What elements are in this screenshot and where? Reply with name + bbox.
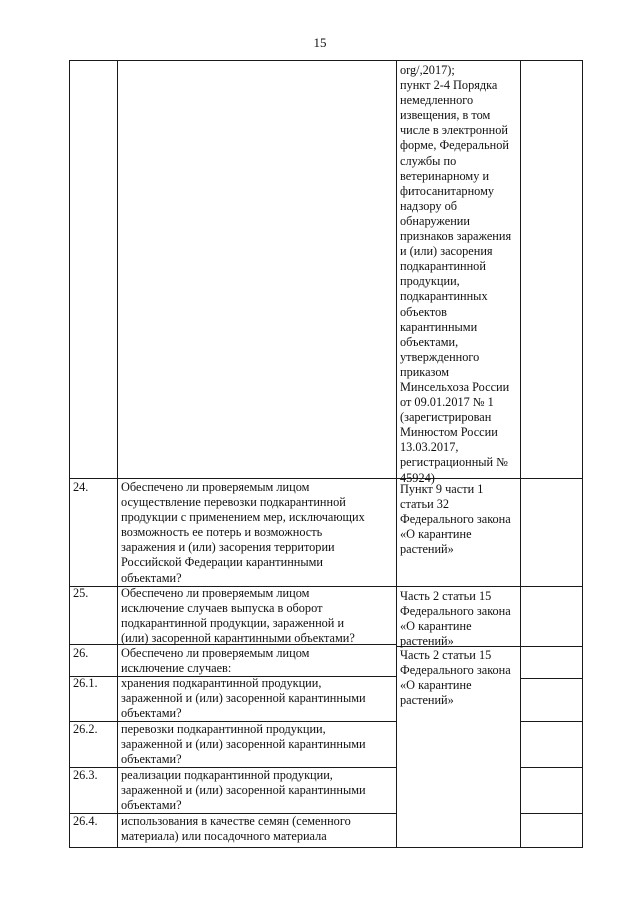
- reference-cell: Часть 2 статьи 15 Федерального закона «О карантине растений»: [400, 648, 511, 708]
- table-border-right: [582, 60, 583, 848]
- row-divider: [520, 813, 583, 814]
- column-divider: [396, 60, 397, 848]
- question-cell: хранения подкарантинной продукции, зараженной и (или) засоренной карантинными объектами?: [121, 676, 366, 721]
- question-cell: использования в качестве семян (семенного материала) или посадочного материала: [121, 814, 351, 844]
- row-number: 25.: [73, 586, 89, 600]
- table-border-bottom: [69, 847, 583, 848]
- page-number: 15: [313, 35, 327, 50]
- question-cell: перевозки подкарантинной продукции, зараженной и (или) засоренной карантинными объектами?: [121, 722, 366, 767]
- row-divider: [520, 721, 583, 722]
- table-border-top: [69, 60, 583, 61]
- row-number: 26.3.: [73, 768, 98, 782]
- column-divider: [520, 60, 521, 848]
- row-divider: [520, 678, 583, 679]
- question-cell: Обеспечено ли проверяемым лицом исключение случаев выпуска в оборот подкарантинной продукции, зараженной и (или) засоренной карантинными объектами?: [121, 586, 355, 646]
- reference-cell: org/,2017); пункт 2-4 Порядка немедленного извещения, в том числе в электронной форме, Федеральной службы по ветеринарному и фитосанитарному надзору об обнаружении признаков заражения и (или) засорения подкарантинной продукции, подкарантинных объектов карантинными объектами, утвержденного приказом Минсельхоза России от 09.01.2017 № 1 (зарегистрирован Минюстом России 13.03.2017, регистрационный № 45924): [400, 63, 512, 485]
- row-number: 24.: [73, 480, 89, 494]
- row-number: 26.2.: [73, 722, 98, 736]
- row-number: 26.1.: [73, 676, 98, 690]
- question-cell: Обеспечено ли проверяемым лицом осуществление перевозки подкарантинной продукции с применением мер, исключающих возможность ее потерь и возможность заражения и (или) засорения территории Российской Федерации карантинными объектами?: [121, 480, 365, 585]
- row-number: 26.: [73, 646, 89, 660]
- reference-cell: Пункт 9 части 1 статьи 32 Федерального закона «О карантине растений»: [400, 482, 511, 557]
- row-number: 26.4.: [73, 814, 98, 828]
- question-cell: Обеспечено ли проверяемым лицом исключение случаев:: [121, 646, 310, 676]
- reference-cell: Часть 2 статьи 15 Федерального закона «О карантине растений»: [400, 589, 511, 649]
- row-divider: [520, 767, 583, 768]
- column-divider: [117, 60, 118, 848]
- question-cell: реализации подкарантинной продукции, зараженной и (или) засоренной карантинными объектами?: [121, 768, 366, 813]
- table-border-left: [69, 60, 70, 848]
